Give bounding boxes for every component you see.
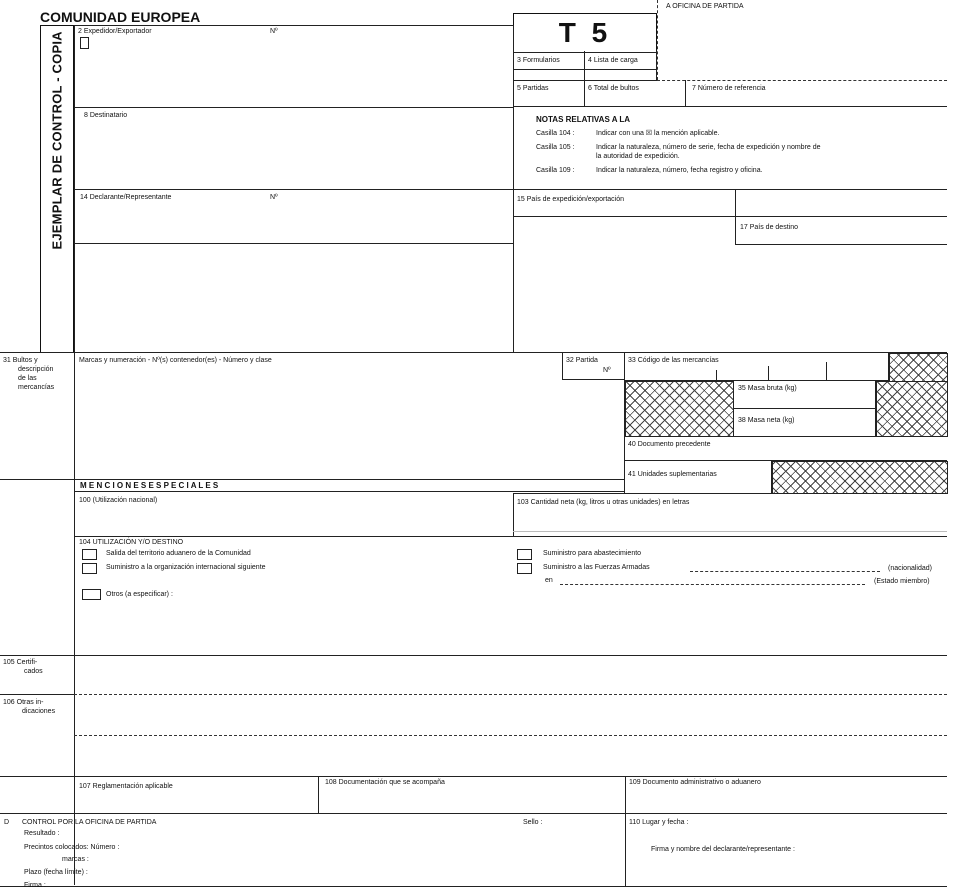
box-31-label-3: de las	[18, 375, 37, 382]
box-104-label: 104 UTILIZACIÓN Y/O DESTINO	[79, 539, 184, 546]
option-intl-org-checkbox[interactable]	[82, 563, 97, 574]
box-d-seal: Sello :	[523, 819, 543, 826]
box-33-label: 33 Código de las mercancías	[628, 357, 719, 364]
note-105-text-2: la autoridad de expedición.	[596, 153, 680, 160]
box-31-label-1: 31 Bultos y	[3, 357, 38, 364]
hatched-area-right	[876, 381, 948, 437]
box-109-label: 109 Documento administrativo o aduanero	[629, 779, 761, 786]
box-107-label: 107 Reglamentación aplicable	[79, 783, 173, 790]
member-state-label: (Estado miembro)	[874, 578, 930, 585]
special-mentions-heading: M E N C I O N E S E S P E C I A L E S	[80, 481, 219, 490]
box-108-label: 108 Documentación que se acompaña	[325, 779, 445, 786]
box-5-label: 5 Partidas	[517, 85, 549, 92]
note-105-text-1: Indicar la naturaleza, número de serie, fecha de expedición y nombre de	[596, 144, 821, 151]
box-31-marks-label: Marcas y numeración - Nº(s) contenedor(es) - Número y clase	[79, 357, 272, 364]
option-other-label: Otros (a especificar) :	[106, 591, 173, 598]
option-armed-forces-checkbox[interactable]	[517, 563, 532, 574]
box-100-label: 100 (Utilización nacional)	[79, 497, 158, 504]
box-d-seals: Precintos colocados: Número :	[24, 844, 120, 851]
option-armed-forces-label: Suministro a las Fuerzas Armadas	[543, 564, 650, 571]
copy-label-frame	[40, 25, 74, 353]
box-2-no: Nº	[270, 28, 278, 35]
option-exit-label: Salida del territorio aduanero de la Comunidad	[106, 550, 251, 557]
option-supply-label: Suministro para abastecimiento	[543, 550, 642, 557]
box-103-label: 103 Cantidad neta (kg, litros u otras unidades) en letras	[517, 499, 690, 506]
office-departure-label: A OFICINA DE PARTIDA	[666, 3, 744, 10]
box-110-label: 110 Lugar y fecha :	[629, 819, 689, 826]
hatched-area-41	[772, 461, 948, 494]
box-7-label: 7 Número de referencia	[692, 85, 766, 92]
hatched-area-left	[625, 381, 734, 437]
nationality-label: (nacionalidad)	[888, 565, 932, 572]
notes-title: NOTAS RELATIVAS A LA	[536, 115, 631, 124]
box-32-no: Nº	[603, 367, 611, 374]
option-supply-checkbox[interactable]	[517, 549, 532, 560]
box-17-label: 17 País de destino	[740, 224, 798, 231]
box-15-label: 15 País de expedición/exportación	[517, 196, 625, 203]
box-6-label: 6 Total de bultos	[588, 85, 639, 92]
box-35-label: 35 Masa bruta (kg)	[738, 385, 797, 392]
form-code-box	[513, 13, 657, 53]
option-intl-org-label: Suministro a la organización internacional siguiente	[106, 564, 266, 571]
box-2-checkbox[interactable]	[80, 37, 89, 49]
box-31-label-2: descripción	[18, 366, 54, 373]
box-41-label: 41 Unidades suplementarias	[628, 471, 717, 478]
note-109-text: Indicar la naturaleza, número, fecha registro y oficina.	[596, 167, 763, 174]
box-d-signature: Firma :	[24, 882, 46, 889]
box-32-label: 32 Partida	[566, 357, 598, 364]
note-109-label: Casilla 109 :	[536, 167, 575, 174]
box-38-label: 38 Masa neta (kg)	[738, 417, 795, 424]
note-105-label: Casilla 105 :	[536, 144, 575, 151]
box-d-result: Resultado :	[24, 830, 60, 837]
box-14-label: 14 Declarante/Representante	[80, 194, 172, 201]
box-31-label-4: mercancías	[18, 384, 55, 391]
box-106-label-1: 106 Otras in-	[3, 699, 44, 706]
box-4-label: 4 Lista de carga	[588, 57, 638, 64]
copy-label: EJEMPLAR DE CONTROL - COPIA	[49, 31, 65, 250]
box-d-deadline: Plazo (fecha límite) :	[24, 869, 88, 876]
en-label: en	[545, 577, 553, 584]
box-106-label-2: dicaciones	[22, 708, 56, 715]
box-105-label-1: 105 Certifi-	[3, 659, 38, 666]
hatched-area-33	[889, 353, 948, 382]
box-8-label: 8 Destinatario	[84, 112, 128, 119]
box-3-label: 3 Formularios	[517, 57, 560, 64]
box-105-label-2: cados	[24, 668, 43, 675]
box-d-marks: marcas :	[62, 856, 89, 863]
box-40-label: 40 Documento precedente	[628, 441, 711, 448]
note-104-label: Casilla 104 :	[536, 130, 575, 137]
note-104-text: Indicar con una ☒ la mención aplicable.	[596, 130, 720, 137]
box-d-letter: D	[4, 819, 10, 826]
option-exit-checkbox[interactable]	[82, 549, 97, 560]
box-110-signature: Firma y nombre del declarante/representante :	[651, 846, 795, 853]
box-2-label: 2 Expedidor/Exportador	[78, 28, 152, 35]
box-d-title: CONTROL POR LA OFICINA DE PARTIDA	[22, 819, 157, 826]
option-other-checkbox[interactable]	[82, 589, 101, 600]
box-14-no: Nº	[270, 194, 278, 201]
form-code: T 5	[558, 17, 612, 48]
form-title: COMUNIDAD EUROPEA	[40, 9, 201, 25]
